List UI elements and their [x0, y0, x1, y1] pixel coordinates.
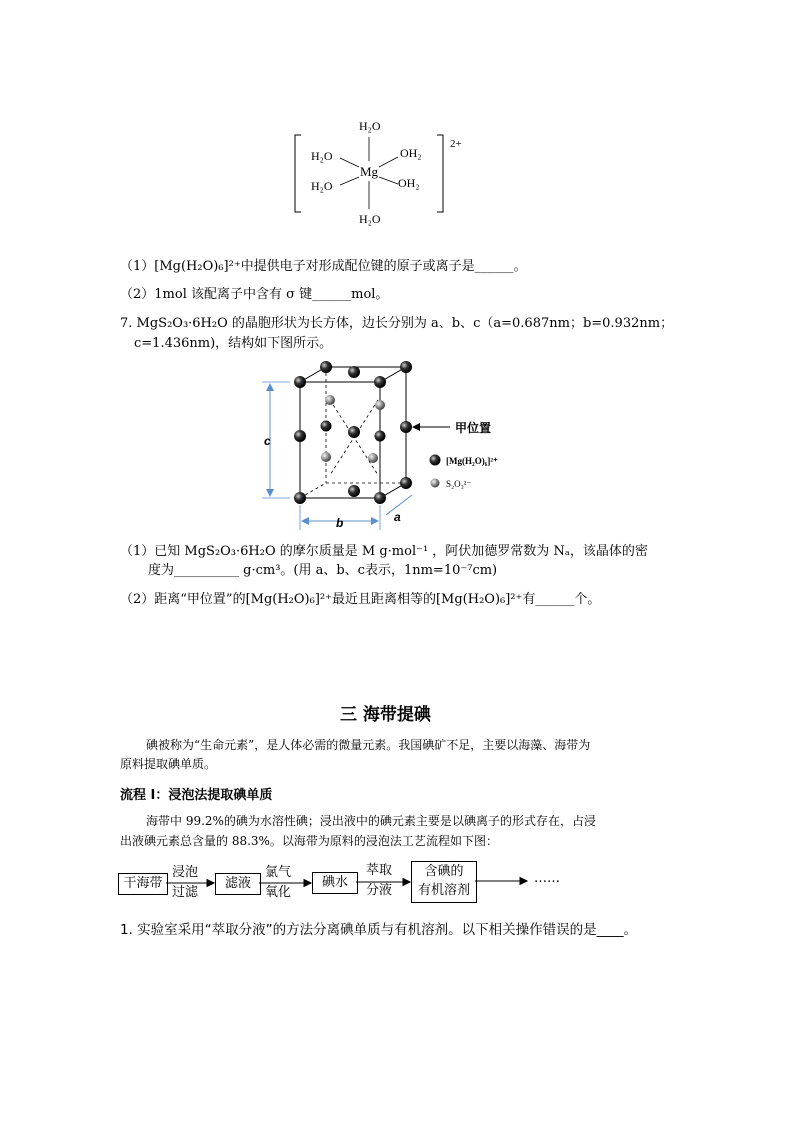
- question-last: 1. 实验室采用“萃取分液”的方法分离碘单质与有机溶剂。以下相关操作错误的是____。: [120, 922, 638, 938]
- section-title: 三 海带提碘: [340, 705, 431, 725]
- section-intro-1: 碘被称为“生命元素”，是人体必需的微量元素。我国碘矿不足，主要以海藻、海带为: [146, 738, 591, 752]
- question-7-1a: （1）已知 MgS₂O₃·6H₂O 的摩尔质量是 M g·mol⁻¹ ，阿伏加德罗常数为 Nₐ，该晶体的密: [120, 544, 648, 559]
- legend-s2o3-label: S₂O₃²⁻: [446, 479, 472, 489]
- flow-step-2b: 氧化: [264, 885, 291, 900]
- flow-step-2a: 氯气: [264, 865, 291, 880]
- ligand-lower-right: OH₂: [398, 176, 420, 190]
- flow-box-filtrate: 滤液: [215, 873, 261, 895]
- position-label: 甲位置: [455, 421, 492, 435]
- ligand-upper-left: H₂O: [311, 149, 333, 163]
- flow-step-3a: 萃取: [365, 863, 392, 878]
- flow-title: 流程 I：浸泡法提取碘单质: [120, 788, 273, 803]
- dimension-a-label: a: [394, 510, 401, 524]
- question-7-1b: 度为__________ g·cm³。(用 a、b、c表示，1nm=10⁻⁷cm): [148, 563, 498, 578]
- section-para-1: 海带中 99.2%的碘为水溶性碘；浸出液中的碘元素主要是以碘离子的形式存在，占浸: [146, 814, 596, 828]
- ligand-top: H₂O: [359, 119, 381, 133]
- section-para-2: 出液碘元素总含量的 88.3%。以海带为原料的浸泡法工艺流程如下图：: [120, 834, 498, 848]
- flow-step-1a: 浸泡: [171, 865, 198, 880]
- central-atom: Mg: [360, 164, 379, 179]
- flow-box-iodine-water: 碘水: [312, 872, 358, 894]
- flow-ellipsis: ……: [534, 871, 560, 886]
- question-7-intro-2: c=1.436nm)，结构如下图所示。: [134, 336, 333, 351]
- dimension-b-label: b: [336, 516, 344, 530]
- flow-box-4-line1: 含碘的: [424, 864, 464, 879]
- flow-step-3b: 分液: [365, 883, 392, 898]
- question-1-1: （1）[Mg(H₂O)₆]²⁺中提供电子对形成配位键的原子或离子是______。: [120, 259, 527, 274]
- ligand-upper-right: OH₂: [400, 146, 422, 160]
- question-7-2: （2）距离“甲位置”的[Mg(H₂O)₆]²⁺最近且距离相等的[Mg(H₂O)₆]²⁺有______个。: [120, 592, 601, 607]
- question-1-2: （2）1mol 该配离子中含有 σ 键______mol。: [120, 287, 389, 302]
- flow-box-4-line2: 有机溶剂: [417, 883, 470, 898]
- complex-charge: 2+: [450, 138, 462, 150]
- legend-mg-label: [Mg(H₂O)₆]²⁺: [446, 456, 498, 466]
- section-intro-2: 原料提取碘单质。: [120, 757, 217, 771]
- flow-box-dry-kelp: 干海带: [118, 873, 168, 895]
- flow-step-1b: 过滤: [171, 885, 198, 900]
- question-7-intro-1: 7. MgS₂O₃·6H₂O 的晶胞形状为长方体，边长分别为 a、b、c（a=0.687nm；b=0.932nm；: [120, 316, 674, 331]
- ligand-bottom: H₂O: [359, 212, 381, 226]
- ligand-lower-left: H₂O: [311, 179, 333, 193]
- dimension-c-label: c: [264, 434, 271, 448]
